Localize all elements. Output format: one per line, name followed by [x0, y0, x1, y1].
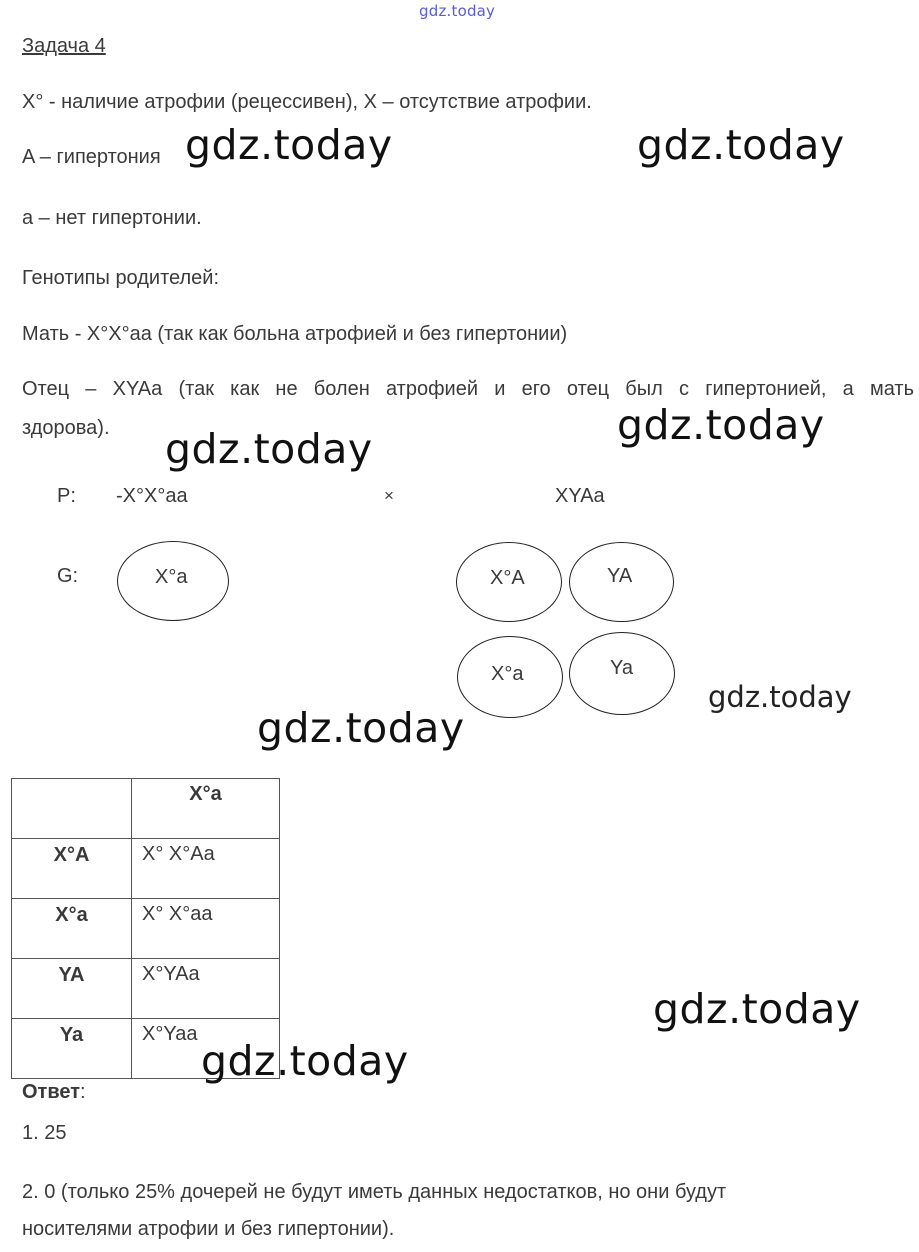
watermark: gdz.today	[637, 121, 845, 169]
offspring-cell: X°YAa	[132, 959, 280, 1019]
answer-label: Ответ	[22, 1081, 81, 1103]
row-gamete-cell: X°A	[12, 839, 132, 899]
watermark: gdz.today	[617, 401, 825, 449]
father-genotype-line1: Отец – XYAa (так как не болен атрофией и его отец был с гипертонией, а мать	[22, 378, 914, 400]
definition-hypertension: A – гипертония	[22, 146, 161, 168]
gamete-ellipse-father-4	[569, 632, 675, 715]
cross-sign: ×	[384, 486, 394, 505]
watermark: gdz.today	[201, 1037, 409, 1085]
answer-2-line1: 2. 0 (только 25% дочерей не будут иметь данных недостатков, но они будут	[22, 1181, 727, 1203]
table-header-row	[12, 779, 280, 839]
header-watermark: gdz.today	[419, 2, 496, 20]
table-row	[12, 839, 280, 899]
watermark: gdz.today	[165, 425, 373, 473]
task-title: Задача 4	[22, 35, 106, 57]
gametes-label: G:	[57, 565, 79, 587]
gamete-ellipse-father-3	[457, 636, 563, 718]
definition-atrophy: X° - наличие атрофии (рецессивен), X – отсутствие атрофии.	[22, 91, 592, 113]
cross-mother: -X°X°aa	[116, 485, 188, 507]
definition-no-hypertension: a – нет гипертонии.	[22, 207, 202, 229]
offspring-cell: X° X°aa	[132, 899, 280, 959]
gamete-label: X°a	[491, 663, 524, 685]
offspring-cell: X°Yaa	[132, 1019, 280, 1079]
answer-1: 1. 25	[22, 1122, 67, 1144]
watermark: gdz.today	[708, 680, 852, 714]
punnett-table	[11, 778, 280, 1079]
table-corner-cell	[12, 779, 132, 839]
watermark: gdz.today	[257, 704, 465, 752]
answer-colon: :	[80, 1081, 86, 1103]
watermark: gdz.today	[185, 121, 393, 169]
row-gamete-cell: X°a	[12, 899, 132, 959]
table-row	[12, 899, 280, 959]
offspring-cell: X° X°Aa	[132, 839, 280, 899]
gamete-label: YA	[607, 565, 633, 587]
row-gamete-cell: YA	[12, 959, 132, 1019]
gamete-ellipse-father-1	[456, 542, 562, 622]
father-genotype-line2: здорова).	[22, 417, 110, 439]
parents-genotypes-heading: Генотипы родителей:	[22, 267, 220, 289]
mother-genotype: Мать - X°X°aa (так как больна атрофией и без гипертонии)	[22, 323, 568, 345]
watermark: gdz.today	[653, 985, 861, 1033]
answer-heading	[22, 1080, 86, 1104]
answer-2-line2: носителями атрофии и без гипертонии).	[22, 1218, 395, 1240]
table-row	[12, 959, 280, 1019]
parents-label: P:	[57, 485, 76, 507]
row-gamete-cell: Ya	[12, 1019, 132, 1079]
gamete-label: X°a	[155, 566, 188, 588]
gamete-ellipse-father-2	[569, 542, 674, 622]
gamete-ellipse-mother	[117, 541, 229, 621]
cross-father: XYAa	[555, 485, 605, 507]
gamete-label: X°A	[490, 567, 525, 589]
gamete-label: Ya	[610, 657, 633, 679]
table-header-cell: X°a	[132, 779, 280, 839]
